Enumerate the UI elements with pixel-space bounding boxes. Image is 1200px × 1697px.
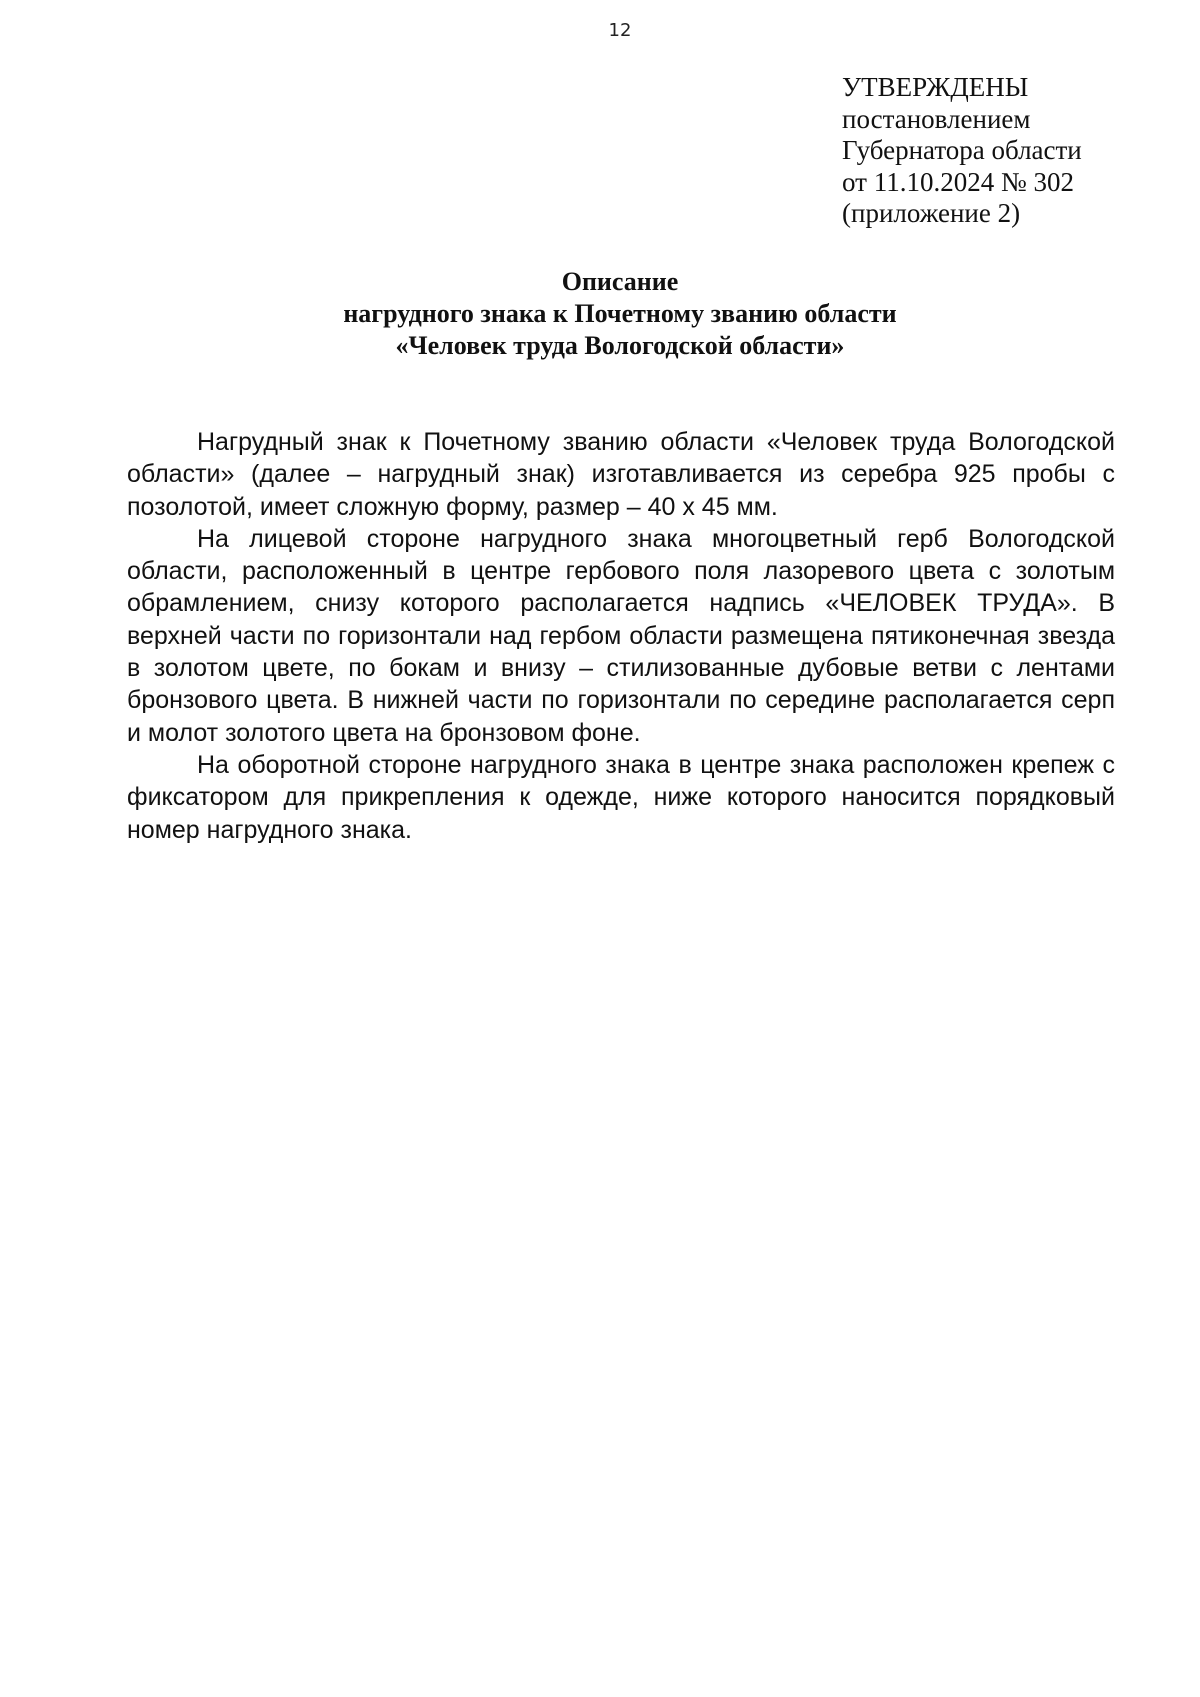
title-line: нагрудного знака к Почетному званию области [343, 299, 897, 328]
document-title [0, 266, 1200, 362]
approval-stamp [842, 72, 1082, 230]
approval-line: постановлением [842, 103, 1031, 134]
title-line: «Человек труда Вологодской области» [395, 331, 845, 360]
approval-line: Губернатора области [842, 135, 1082, 165]
title-line: Описание [561, 267, 679, 296]
approval-date-number: от 11.10.2024 № 302 [842, 166, 1074, 197]
approval-heading: УТВЕРЖДЕНЫ [842, 72, 1029, 102]
body-paragraph: Нагрудный знак к Почетному званию области «Человек труда Вологодской области» (далее – нагрудный знак) изготавливается из серебра 925 пробы с позолотой, имеет сложную форму, размер – 40 х 45 мм. [127, 428, 1115, 521]
body-paragraph: На оборотной стороне нагрудного знака в центре знака расположен крепеж с фиксатором для прикрепления к одежде, ниже которого наносится порядковый номер нагрудного знака. [127, 750, 1115, 844]
page-number: 12 [608, 20, 632, 41]
body-paragraph: На лицевой стороне нагрудного знака многоцветный герб Вологодской области, расположенный в центре гербового поля лазоревого цвета с золотым обрамлением, снизу которого располагается надпись «ЧЕЛОВЕК ТРУДА». В верхней части по горизонтали над гербом области размещена пятиконечная звезда в золотом цвете, по бокам и внизу – стилизованные дубовые ветви с лентами бронзового цвета. В нижней части по горизонтали по середине располагается серп и молот золотого цвета на бронзовом фоне. [127, 524, 1115, 747]
approval-appendix: (приложение 2) [842, 198, 1021, 228]
document-body [127, 426, 1115, 846]
